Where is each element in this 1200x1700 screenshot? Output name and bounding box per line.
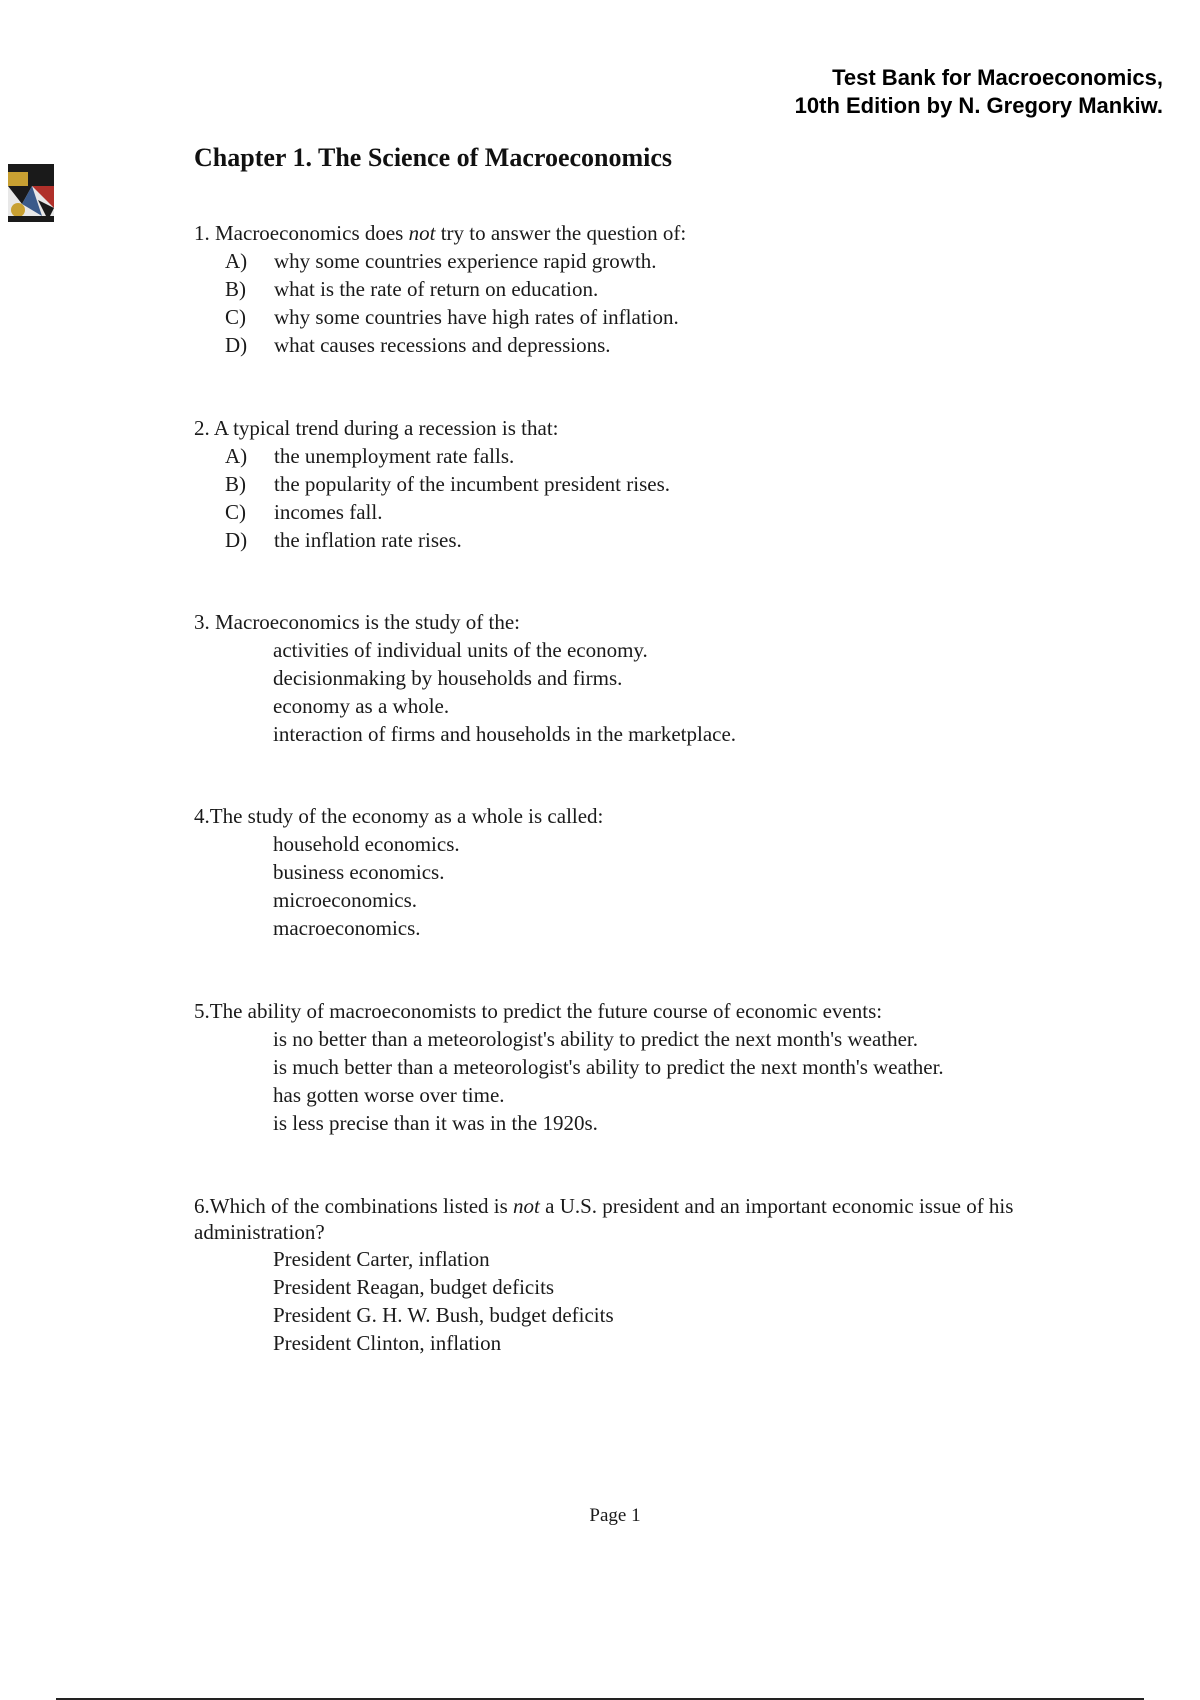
question-stem <box>194 219 686 247</box>
answer-option-c <box>194 1301 1054 1329</box>
option-text: household economics. <box>273 832 460 856</box>
question-stem <box>194 997 944 1025</box>
question-number: 2. <box>194 416 210 440</box>
question-2 <box>194 414 670 554</box>
option-text: business economics. <box>273 860 445 884</box>
answer-option-d <box>194 1329 1054 1357</box>
answer-option-a <box>194 636 736 664</box>
answer-option-c <box>194 303 686 331</box>
option-text: President Carter, inflation <box>273 1247 490 1271</box>
option-text: economy as a whole. <box>273 694 450 718</box>
answer-option-a <box>194 247 686 275</box>
option-text: President Reagan, budget deficits <box>273 1275 555 1299</box>
option-text: is much better than a meteorologist's ability to predict the next month's weather. <box>273 1055 944 1079</box>
option-letter: D) <box>225 333 248 357</box>
answer-option-d <box>194 720 736 748</box>
option-text: incomes fall. <box>274 500 383 524</box>
option-text: the unemployment rate falls. <box>274 444 515 468</box>
question-stem <box>194 802 603 830</box>
question-number: 6. <box>194 1194 210 1218</box>
option-letter: D) <box>225 528 248 552</box>
option-text: why some countries experience rapid growth. <box>274 249 657 273</box>
header-line-1: Test Bank for Macroeconomics, <box>832 65 1163 90</box>
option-text: interaction of firms and households in the marketplace. <box>273 722 737 746</box>
stem-text: A typical trend during a recession is that: <box>213 416 559 440</box>
header-line-2: 10th Edition by N. Gregory Mankiw. <box>794 93 1163 118</box>
question-number: 4. <box>194 804 210 828</box>
answer-option-d <box>194 914 603 942</box>
stem-text: Which of the combinations listed is <box>209 1194 514 1218</box>
answer-option-a <box>194 1245 1054 1273</box>
question-3 <box>194 608 736 748</box>
option-text: the popularity of the incumbent president rises. <box>274 472 670 496</box>
stem-emphasis: not <box>513 1194 540 1218</box>
answer-option-c <box>194 498 670 526</box>
answer-option-d <box>194 331 686 359</box>
answer-option-b <box>194 1053 944 1081</box>
document-header <box>795 64 1163 120</box>
answer-option-b <box>194 664 736 692</box>
answer-option-a <box>194 830 603 858</box>
stem-emphasis: not <box>408 221 436 245</box>
question-5 <box>194 997 944 1137</box>
option-letter: C) <box>225 500 246 524</box>
option-text: the inflation rate rises. <box>274 528 462 552</box>
option-text: why some countries have high rates of inflation. <box>274 305 679 329</box>
option-letter: B) <box>225 277 246 301</box>
option-text: what causes recessions and depressions. <box>274 333 611 357</box>
answer-option-a <box>194 442 670 470</box>
option-letter: A) <box>225 444 248 468</box>
stem-text: The ability of macroeconomists to predict the future course of economic events: <box>209 999 883 1023</box>
question-number: 1. <box>194 221 210 245</box>
option-letter: B) <box>225 472 246 496</box>
answer-option-b <box>194 1273 1054 1301</box>
option-text: macroeconomics. <box>273 916 421 940</box>
answer-option-d <box>194 526 670 554</box>
option-text: decisionmaking by households and firms. <box>273 666 623 690</box>
answer-option-d <box>194 1109 944 1137</box>
book-cover-thumbnail-icon <box>8 164 54 222</box>
answer-option-b <box>194 275 686 303</box>
question-6 <box>194 1193 1054 1357</box>
option-text: activities of individual units of the economy. <box>273 638 648 662</box>
option-text: what is the rate of return on education. <box>274 277 599 301</box>
page-number: Page 1 <box>589 1505 641 1526</box>
question-number: 5. <box>194 999 210 1023</box>
stem-text: Macroeconomics does <box>215 221 409 245</box>
stem-text: a U.S. president and an important economic issue of his administration? <box>194 1194 1014 1244</box>
chapter-title: Chapter 1. The Science of Macroeconomics <box>194 143 673 172</box>
question-1 <box>194 219 686 359</box>
answer-option-a <box>194 1025 944 1053</box>
answer-option-b <box>194 470 670 498</box>
question-stem <box>194 414 670 442</box>
option-text: is no better than a meteorologist's ability to predict the next month's weather. <box>273 1027 919 1051</box>
stem-text: Macroeconomics is the study of the: <box>215 610 521 634</box>
answer-option-c <box>194 692 736 720</box>
question-4 <box>194 802 603 942</box>
option-text: President Clinton, inflation <box>273 1331 502 1355</box>
option-text: President G. H. W. Bush, budget deficits <box>273 1303 614 1327</box>
answer-option-c <box>194 1081 944 1109</box>
answer-option-b <box>194 858 603 886</box>
option-letter: C) <box>225 305 246 329</box>
stem-text: The study of the economy as a whole is called: <box>209 804 604 828</box>
option-text: microeconomics. <box>273 888 418 912</box>
answer-option-c <box>194 886 603 914</box>
question-stem <box>194 1193 1054 1245</box>
option-letter: A) <box>225 249 248 273</box>
stem-text: try to answer the question of: <box>435 221 687 245</box>
option-text: has gotten worse over time. <box>273 1083 505 1107</box>
question-number: 3. <box>194 610 210 634</box>
option-text: is less precise than it was in the 1920s. <box>273 1111 598 1135</box>
question-stem <box>194 608 736 636</box>
